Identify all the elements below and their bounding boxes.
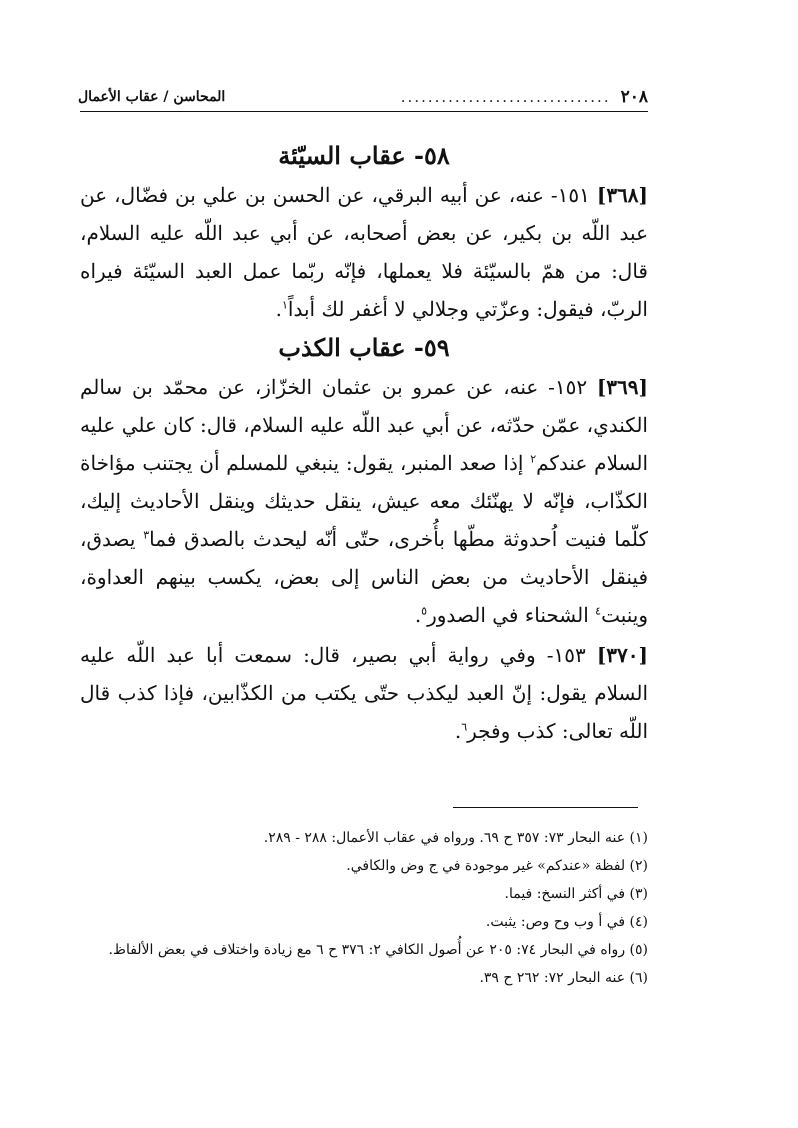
footnote-marker: ٥ bbox=[421, 604, 428, 618]
footnote-rule bbox=[453, 807, 638, 808]
footnote: (٦) عنه البحار ٧٢: ٢٦٢ ح ٣٩. bbox=[479, 970, 648, 986]
running-title: المحاسن / عقاب الأعمال bbox=[78, 89, 226, 105]
section-heading: ٥٨- عقاب السيّئة bbox=[278, 141, 450, 170]
footnote-marker: ٦ bbox=[461, 720, 468, 734]
footnote-marker: ٢ bbox=[530, 452, 537, 466]
header-rule bbox=[80, 111, 648, 112]
paragraph-text: إذا صعد المنبر، يقول: ينبغي للمسلم أن يجتنب مؤاخاة الكذّاب، فإنّه لا يهنّئك معه عيش، ينقل حديثك وينقل الأحاديث إليك، كلّما فنيت اُحدوثة مطّها بأُخرى، حتّى أنّه ليحدث بالصدق فما bbox=[80, 451, 648, 551]
paragraph-text: ١٥٢- عنه، عن عمرو بن عثمان الخزّاز، عن محمّد بن سالم الكندي، عمّن حدّثه، عن أبي عبد اللّه عليه السلام، قال: كان علي عليه السلام عندكم bbox=[80, 375, 648, 475]
footnote: (٤) في أ وب وح وص: يثبت. bbox=[485, 914, 648, 930]
entry-number: [٣٧٠] bbox=[596, 643, 648, 667]
paragraph: [٣٧٠] ١٥٣- وفي رواية أبي بصير، قال: سمعت أبا عبد اللّه عليه السلام يقول: إنّ العبد ليكذب حتّى يكتب من الكذّابين، فإذا كذب قال اللّه تعالى: كذب وفجر$^٦$. bbox=[80, 643, 648, 743]
paragraph-text: ١٥٣- وفي رواية أبي بصير، قال: سمعت أبا عبد اللّه عليه السلام يقول: إنّ العبد ليكذب حتّى يكتب من الكذّابين، فإذا كذب قال اللّه تعالى: كذب وفجر bbox=[80, 643, 648, 743]
paragraph-text: يصدق، فينقل الأحاديث من بعض الناس إلى بعض، يكسب بينهم العداوة، وينبت bbox=[80, 527, 648, 627]
footnote-marker: ٣ bbox=[143, 528, 150, 542]
paragraph-text: ١٥١- عنه، عن أبيه البرقي، عن الحسن بن علي بن فضّال، عن عبد اللّه بن بكير، عن بعض أصحابه، عن أبي عبد اللّه عليه السلام، قال: من همّ بالسيّئة فلا يعملها، فإنّه ربّما عمل العبد السيّئة فيراه الربّ، فيقول: وعزّتي وجلالي لا أغفر لك أبداً bbox=[80, 183, 648, 321]
page-header bbox=[78, 84, 648, 110]
footnote-marker: ٤ bbox=[595, 604, 602, 618]
footnote-marker: ١ bbox=[282, 298, 288, 312]
footnote: (٥) رواه في البحار ٧٤: ٢٠٥ عن أُصول الكافي ٢: ٣٧٦ ح ٦ مع زيادة واختلاف في بعض الألفاظ. bbox=[108, 942, 648, 958]
paragraph: [٣٦٨] ١٥١- عنه، عن أبيه البرقي، عن الحسن بن علي بن فضّال، عن عبد اللّه بن بكير، عن بعض أصحابه، عن أبي عبد اللّه عليه السلام، قال: من همّ بالسيّئة فلا يعملها، فإنّه ربّما عمل العبد السيّئة فيراه الربّ، فيقول: وعزّتي وجلالي لا أغفر لك أبداً$^١$. bbox=[80, 183, 649, 321]
footnotes bbox=[80, 824, 648, 992]
entry-number: [٣٦٩] bbox=[596, 375, 648, 399]
footnote: (٣) في أكثر النسخ: فيما. bbox=[504, 886, 648, 902]
footnote: (١) عنه البحار ٧٣: ٣٥٧ ح ٦٩. ورواه في عقاب الأعمال: ٢٨٨ - ٢٨٩. bbox=[263, 830, 648, 846]
entry-number: [٣٦٨] bbox=[596, 183, 649, 207]
footnote: (٢) لفظة «عندكم» غير موجودة في ج وض والكافي. bbox=[346, 858, 648, 874]
paragraph-text: الشحناء في الصدور bbox=[427, 603, 596, 627]
section-heading: ٥٩- عقاب الكذب bbox=[278, 333, 450, 362]
page-number: ٢٠٨ bbox=[620, 87, 648, 107]
dot-leader: ............................... bbox=[400, 88, 611, 106]
paragraph: [٣٦٩] ١٥٢- عنه، عن عمرو بن عثمان الخزّاز، عن محمّد بن سالم الكندي، عمّن حدّثه، عن أبي عبد اللّه عليه السلام، قال: كان علي عليه السلام عندكم$^٢$ إذا صعد المنبر، يقول: ينبغي للمسلم أن يجتنب مؤاخاة الكذّاب، فإنّه لا يهنّئك معه عيش، ينقل حديثك وينقل الأحاديث إليك، كلّما فنيت اُحدوثة مطّها بأُخرى، حتّى أنّه ليحدث بالصدق فما$^٣$ يصدق، فينقل الأحاديث من بعض الناس إلى بعض، يكسب بينهم العداوة، وينبت$^٤$ الشحناء في الصدور$^٥$. bbox=[80, 375, 648, 627]
